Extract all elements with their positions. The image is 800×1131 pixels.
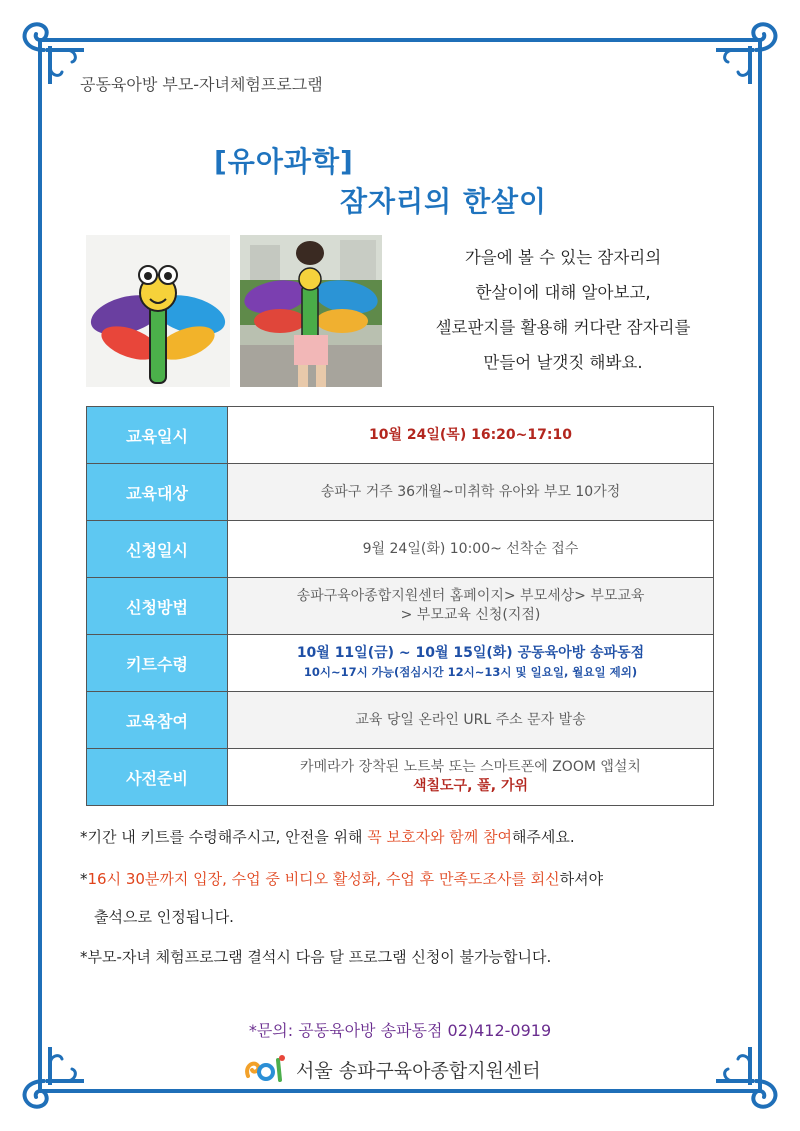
program-header: 공동육아방 부모-자녀체험프로그램 [80, 75, 323, 94]
dragonfly-craft-photo [86, 235, 230, 387]
row-label: 교육대상 [87, 464, 228, 521]
row-value: 교육 당일 온라인 URL 주소 문자 발송 [228, 692, 714, 749]
intro-line: 한살이에 대해 알아보고, [475, 283, 651, 302]
intro-text [398, 240, 728, 380]
row-label: 신청방법 [87, 578, 228, 635]
corner-ornament-icon [714, 1045, 794, 1125]
logo-mark-icon [244, 1054, 288, 1084]
prep-line: 카메라가 장착된 노트북 또는 스마트폰에 ZOOM 앱설치 [300, 759, 641, 775]
note-text: * [80, 870, 88, 888]
corner-ornament-icon [6, 1045, 86, 1125]
child-with-dragonfly-photo [240, 235, 382, 387]
intro-line: 만들어 날갯짓 해봐요. [483, 353, 643, 372]
note-line: *부모-자녀 체험프로그램 결석시 다음 달 프로그램 신청이 불가능합니다. [80, 948, 552, 966]
row-value: 송파구 거주 36개월~미취학 유아와 부모 10가정 [228, 464, 714, 521]
note-highlight: 16시 30분까지 입장, 수업 중 비디오 활성화, 수업 후 만족도조사를 회신 [87, 870, 560, 888]
prep-supplies: 색칠도구, 풀, 가위 [412, 778, 529, 794]
date-value: 10월 24일(목) 16:20~17:10 [369, 426, 572, 443]
logo-text: 서울 송파구육아종합지원센터 [296, 1060, 541, 1082]
method-line: > 부모교육 신청(지점) [400, 607, 541, 623]
intro-line: 가을에 볼 수 있는 잠자리의 [464, 248, 662, 267]
row-label: 신청일시 [87, 521, 228, 578]
row-value: 9월 24일(화) 10:00~ 선착순 접수 [228, 521, 714, 578]
note-line: 출석으로 인정됩니다. [94, 908, 234, 926]
note-line [80, 868, 603, 889]
note-text: 하셔야 [559, 870, 604, 888]
table-row [87, 464, 714, 521]
contact-info: *문의: 공동육아방 송파동점 02)412-0919 [248, 1021, 552, 1040]
corner-ornament-icon [714, 6, 794, 86]
row-label: 교육참여 [87, 692, 228, 749]
row-value [228, 749, 714, 806]
kit-hours: 10시~17시 가능(점심시간 12시~13시 및 일요일, 월요일 제외) [303, 665, 638, 679]
table-row [87, 578, 714, 635]
method-line: 송파구육아종합지원센터 홈페이지> 부모세상> 부모교육 [296, 588, 645, 604]
intro-line: 셀로판지를 활용해 커다란 잠자리를 [435, 318, 691, 337]
title-main: 잠자리의 한살이 [340, 185, 548, 218]
row-value [228, 407, 714, 464]
table-row [87, 521, 714, 578]
program-info-table [86, 406, 714, 806]
note-line [80, 826, 575, 847]
row-value [228, 635, 714, 692]
note-text: *기간 내 키트를 수령해주시고, 안전을 위해 [80, 828, 368, 846]
row-label: 교육일시 [87, 407, 228, 464]
table-row [87, 407, 714, 464]
title-category: [유아과학] [214, 145, 354, 178]
note-text: 해주세요. [511, 828, 575, 846]
row-value [228, 578, 714, 635]
row-label: 사전준비 [87, 749, 228, 806]
note-highlight: 꼭 보호자와 함께 참여 [367, 828, 512, 846]
table-row [87, 749, 714, 806]
table-row [87, 635, 714, 692]
center-logo [244, 1052, 584, 1086]
corner-ornament-icon [6, 6, 86, 86]
row-label: 키트수령 [87, 635, 228, 692]
table-row [87, 692, 714, 749]
kit-period: 10월 11일(금) ~ 10월 15일(화) 공동육아방 송파동점 [296, 645, 645, 661]
